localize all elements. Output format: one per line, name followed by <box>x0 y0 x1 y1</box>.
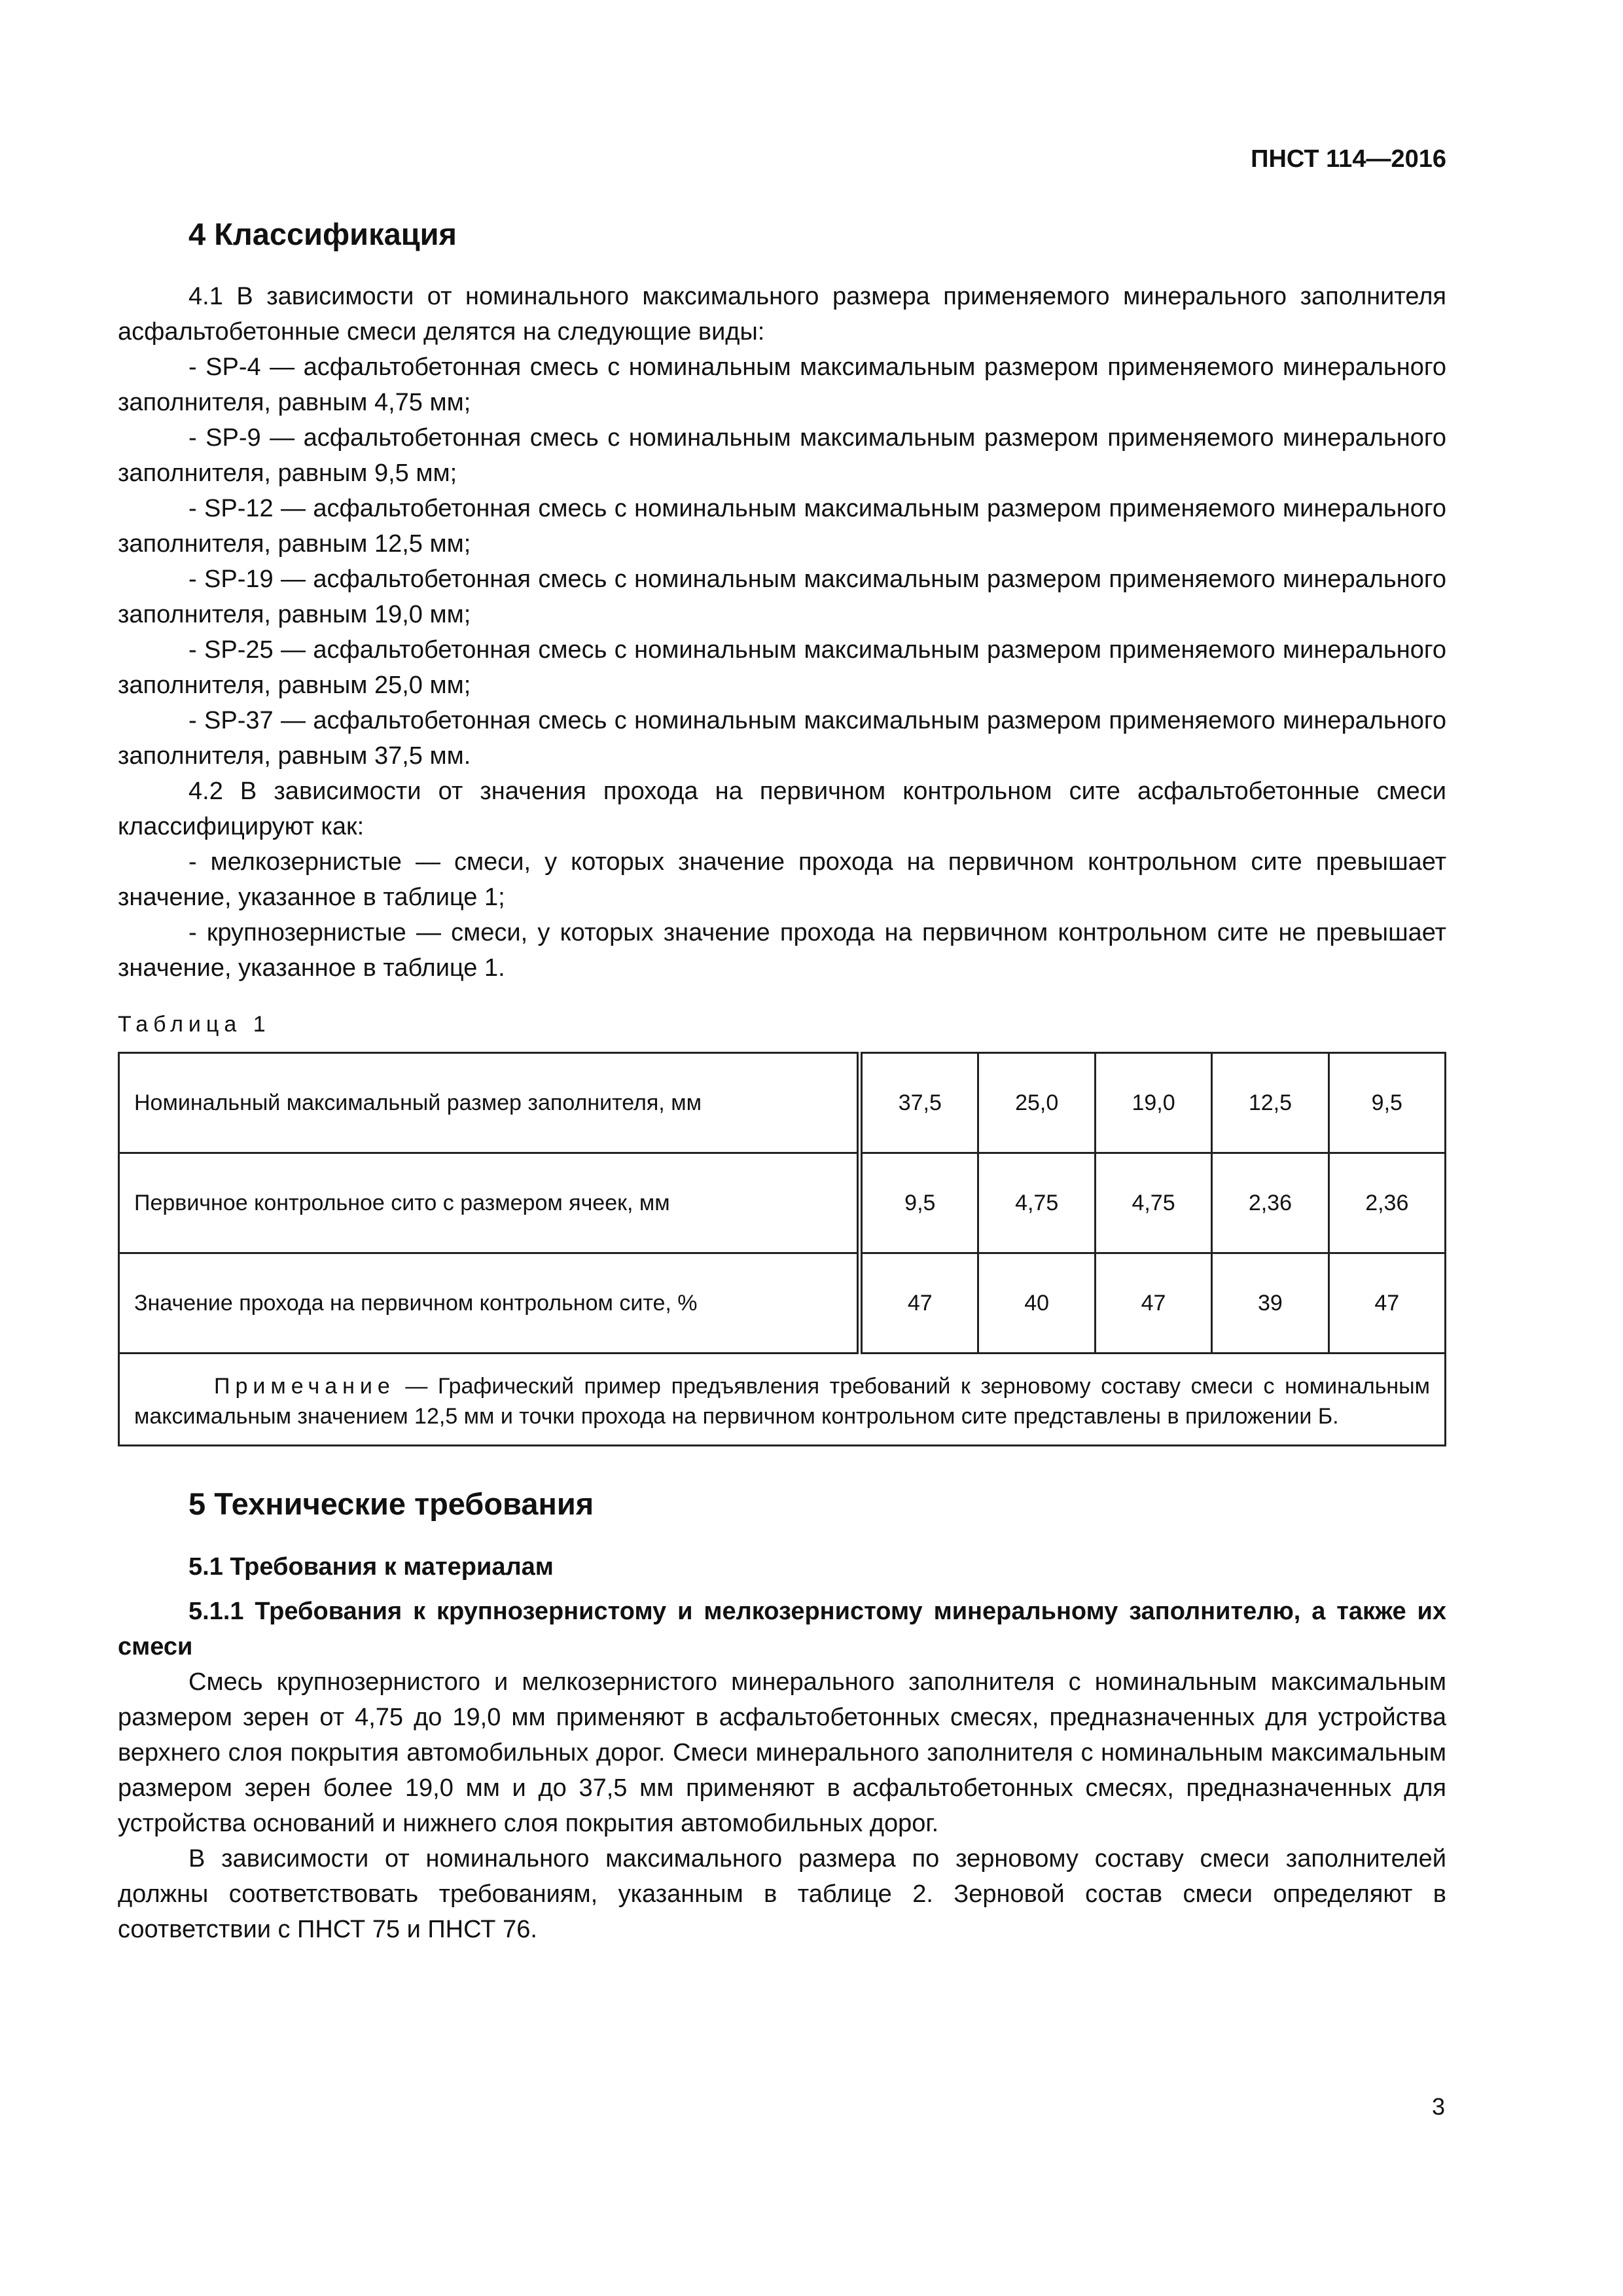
page-number: 3 <box>1431 2093 1445 2120</box>
list-item-fine-grained: - мелкозернистые — смеси, у которых значение прохода на первичном контрольном сите превышает значение, указанное в таблице 1; <box>118 848 1446 912</box>
list-item-sp-37: - SP-37 — асфальтобетонная смесь с номинальным максимальным размером применяемого минерального заполнителя, равным 37,5 мм. <box>118 707 1446 770</box>
table-cell: 4,75 <box>978 1153 1095 1253</box>
paragraph-5-1-1-b: В зависимости от номинального максимального размера по зерновому составу смеси заполнителей должны соответствовать требованиям, указанным в таблице 2. Зерновой состав смеси определяют в соответствии с ПНСТ 75 и ПНСТ 76. <box>118 1844 1446 1943</box>
table-cell: 19,0 <box>1095 1053 1211 1153</box>
list-item-sp-25: - SP-25 — асфальтобетонная смесь с номинальным максимальным размером применяемого минерального заполнителя, равным 25,0 мм; <box>118 636 1446 700</box>
list-item-sp-19: - SP-19 — асфальтобетонная смесь с номинальным максимальным размером применяемого минерального заполнителя, равным 19,0 мм; <box>118 565 1446 629</box>
page-content <box>118 216 1446 1947</box>
table-note-label: Примечание <box>214 1374 395 1399</box>
table-cell: 12,5 <box>1212 1053 1329 1153</box>
table-cell: 2,36 <box>1212 1153 1329 1253</box>
table-1 <box>118 1052 1446 1446</box>
table-cell: 39 <box>1212 1253 1329 1354</box>
paragraph-5-1-1-a: Смесь крупнозернистого и мелкозернистого минерального заполнителя с номинальным максимальным размером зерен от 4,75 до 19,0 мм применяют в асфальтобетонных смесях, предназначенных для устройства верхнего слоя покрытия автомобильных дорог. Смеси минерального заполнителя с номинальным максимальным размером зерен более 19,0 мм и до 37,5 мм применяют в асфальтобетонных смесях, предназначенных для устройства оснований и нижнего слоя покрытия автомобильных дорог. <box>118 1668 1446 1837</box>
table-cell: 37,5 <box>860 1053 978 1153</box>
table-cell: 9,5 <box>1329 1053 1445 1153</box>
table-cell: 2,36 <box>1329 1153 1445 1253</box>
table-cell: 9,5 <box>860 1153 978 1253</box>
subsection-5-1-1-heading: 5.1.1 Требования к крупнозернистому и мелкозернистому минеральному заполнителю, а также их смеси <box>118 1597 1446 1660</box>
list-item-coarse-grained: - крупнозернистые — смеси, у которых значение прохода на первичном контрольном сите не превышает значение, указанное в таблице 1. <box>118 919 1446 982</box>
list-item-sp-9: - SP-9 — асфальтобетонная смесь с номинальным максимальным размером применяемого минерального заполнителя, равным 9,5 мм; <box>118 424 1446 488</box>
table-note-row <box>119 1354 1446 1446</box>
section-5-heading: 5 Технические требования <box>188 1486 594 1522</box>
list-item-sp-4: - SP-4 — асфальтобетонная смесь с номинальным максимальным размером применяемого минерального заполнителя, равным 4,75 мм; <box>118 353 1446 417</box>
section-4-heading: 4 Классификация <box>188 217 457 251</box>
table-row-label: Номинальный максимальный размер заполнителя, мм <box>119 1053 860 1153</box>
table-cell: 25,0 <box>978 1053 1095 1153</box>
table-cell: 47 <box>1329 1253 1445 1354</box>
document-code: ПНСТ 114—2016 <box>1251 145 1446 173</box>
list-item-sp-12: - SP-12 — асфальтобетонная смесь с номинальным максимальным размером применяемого минерального заполнителя, равным 12,5 мм; <box>118 495 1446 558</box>
table-note <box>119 1354 1446 1446</box>
table-cell: 47 <box>1095 1253 1211 1354</box>
table-row <box>119 1153 1446 1253</box>
subsection-5-1-heading: 5.1 Требования к материалам <box>188 1552 554 1581</box>
table-cell: 47 <box>860 1253 978 1354</box>
table-note-text: — Графический пример предъявления требований к зерновому составу смеси с номинальным максимальным значением 12,5 мм и точки прохода на первичном контрольном сите представлены в приложении Б. <box>134 1374 1430 1429</box>
table-row <box>119 1053 1446 1153</box>
table-cell: 4,75 <box>1095 1153 1211 1253</box>
paragraph-4-2: 4.2 В зависимости от значения прохода на первичном контрольном сите асфальтобетонные смеси классифицируют как: <box>118 778 1446 841</box>
table-row-label: Значение прохода на первичном контрольном сите, % <box>119 1253 860 1354</box>
table-row <box>119 1253 1446 1354</box>
table-cell: 40 <box>978 1253 1095 1354</box>
paragraph-4-1: 4.1 В зависимости от номинального максимального размера применяемого минерального заполнителя асфальтобетонные смеси делятся на следующие виды: <box>118 283 1446 346</box>
table-row-label: Первичное контрольное сито с размером ячеек, мм <box>119 1153 860 1253</box>
table-1-caption: Таблица 1 <box>118 1012 271 1037</box>
